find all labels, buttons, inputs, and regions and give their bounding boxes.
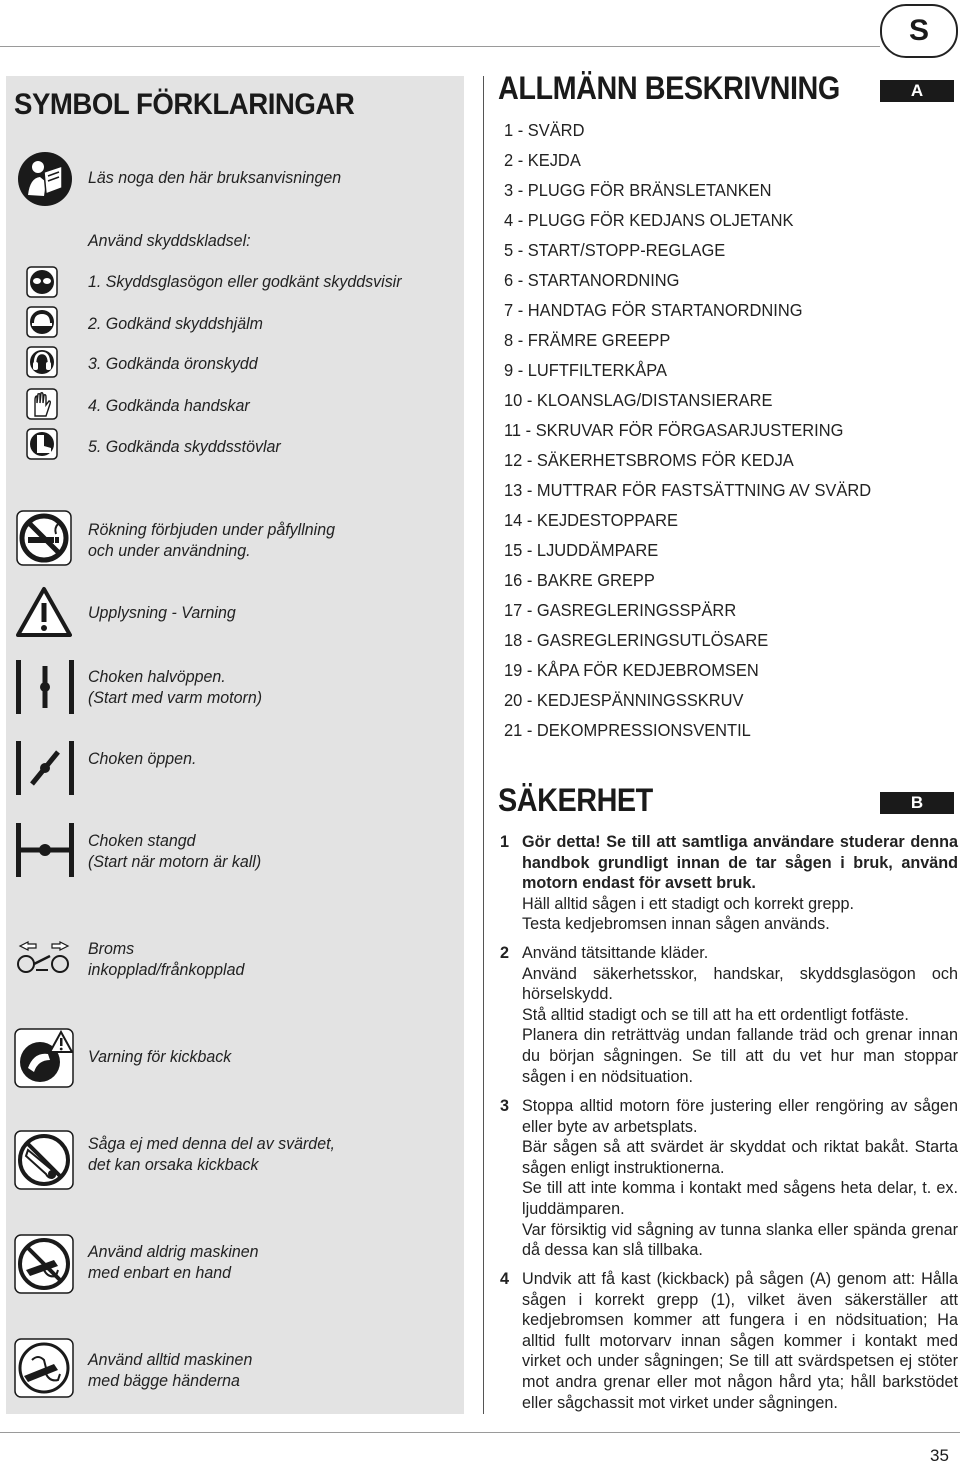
gloves-icon — [26, 388, 58, 420]
symbol-read-manual-text: Läs noga den här bruksanvisningen — [88, 168, 342, 187]
part-item: 12 - SÄKERHETSBROMS FÖR KEDJA — [504, 450, 794, 470]
part-item: 17 - GASREGLERINGSSPÄRR — [504, 600, 737, 620]
footer-rule — [0, 1432, 960, 1433]
safety-helmet-icon — [26, 306, 58, 338]
symbol-choke-open-text: Choken öppen. — [88, 749, 197, 768]
read-manual-icon — [16, 150, 74, 208]
brake-icon — [14, 940, 74, 976]
part-item: 9 - LUFTFILTERKÅPA — [504, 360, 668, 380]
no-bar-tip-icon — [14, 1130, 74, 1190]
rule-text: Undvik att få kast (kickback) på sågen (A) genom att: Hålla sågen i korrekt grepp (1), vilket även säkerställer att kedjebromsen kommer att fungera i en nödsituation; Ha alltid fullt motorvarv innan sågen kommer i kontakt med virket och under sågningen; Se till att svärdspetsen ej stöter mot andra grenar eller mot någon hård yta; håll barkstödet eller sågchassit mot virket under sågningen. — [522, 1270, 958, 1412]
symbol-protective-clothing-text: Använd skyddskladsel: — [88, 231, 251, 250]
symbol-bar-tip-text: Såga ej med denna del av svärdet, det kan orsaka kickback — [88, 1134, 335, 1174]
header-rule — [0, 46, 880, 47]
part-item: 5 - START/STOPP-REGLAGE — [504, 240, 726, 260]
part-item: 13 - MUTTRAR FÖR FASTSÄTTNING AV SVÄRD — [504, 480, 872, 500]
rule-text: Var försiktig vid sågning av tunna slanka eller spända grenar då dessa kan slå tillbaka. — [522, 1220, 958, 1260]
rule-bold-text: Gör detta! Se till att samtliga användare studerar denna handbok grundligt innan de tar sågen i bruk, använd motorn endast för avsett bruk. — [522, 833, 958, 893]
part-item: 3 - PLUGG FÖR BRÄNSLETANKEN — [504, 180, 772, 200]
no-one-hand-icon — [14, 1234, 74, 1294]
kickback-warning-icon — [14, 1028, 74, 1088]
symbol-kickback-text: Varning för kickback — [88, 1047, 232, 1066]
part-item: 15 - LJUDDÄMPARE — [504, 540, 659, 560]
symbol-one-hand-text: Använd aldrig maskinen med enbart en hand — [88, 1242, 259, 1282]
symbol-warning-text: Upplysning - Varning — [88, 603, 236, 622]
safety-glasses-icon — [26, 266, 58, 298]
safety-rule-1 — [500, 832, 958, 935]
rule-number: 1 — [500, 833, 510, 851]
part-item: 21 - DEKOMPRESSIONSVENTIL — [504, 720, 751, 740]
rule-text: Bär sågen så att svärdet är skyddat och riktat bakåt. Starta sågen enligt instruktionerna. — [522, 1138, 958, 1177]
ear-protection-icon — [26, 346, 58, 378]
rule-number: 3 — [500, 1097, 510, 1115]
section-a-badge: A — [880, 80, 954, 102]
part-item: 8 - FRÄMRE GREEPP — [504, 330, 671, 350]
part-item: 16 - BAKRE GREPP — [504, 570, 655, 590]
symbol-glasses-text: 1. Skyddsglasögon eller godkänt skyddsvisir — [88, 272, 402, 291]
rule-text: Testa kedjebromsen innan sågen används. — [522, 915, 830, 934]
symbol-no-smoking-text: Rökning förbjuden under påfyllning och under användning. — [88, 520, 335, 560]
rule-text: Använd säkerhetsskor, handskar, skyddsglasögon och hörselskydd. — [522, 964, 958, 1004]
symbol-boots-text: 5. Godkända skyddsstövlar — [88, 437, 281, 456]
choke-closed-icon — [16, 820, 74, 880]
rule-number: 2 — [500, 944, 510, 962]
rule-text: Häll alltid sågen i ett stadigt och korrekt grepp. — [522, 894, 855, 913]
part-item: 4 - PLUGG FÖR KEDJANS OLJETANK — [504, 210, 794, 230]
choke-half-open-icon — [16, 656, 74, 718]
rule-text: Använd tätsittande kläder. — [522, 944, 709, 962]
part-item: 11 - SKRUVAR FÖR FÖRGASARJUSTERING — [504, 420, 844, 440]
warning-triangle-icon — [16, 586, 72, 638]
safety-rule-3 — [500, 1096, 958, 1261]
part-item: 1 - SVÄRD — [504, 120, 585, 140]
language-badge: S — [880, 4, 958, 58]
part-item: 2 - KEJDA — [504, 150, 581, 170]
symbol-ear-protection-text: 3. Godkända öronskydd — [88, 354, 258, 373]
safety-rule-2 — [500, 943, 958, 1087]
symbol-section-title: SYMBOL FÖRKLARINGAR — [14, 88, 355, 121]
choke-open-icon — [16, 738, 74, 798]
safety-rule-4 — [500, 1269, 958, 1413]
part-item: 14 - KEJDESTOPPARE — [504, 510, 679, 530]
column-divider — [483, 76, 484, 1414]
rule-text: Stoppa alltid motorn före justering eller rengöring av sågen eller byte av arbetsplats. — [522, 1097, 958, 1136]
section-b-badge: B — [880, 792, 954, 814]
part-item: 19 - KÅPA FÖR KEDJEBROMSEN — [504, 660, 759, 680]
rule-text: Stå alltid stadigt och se till att ha ett ordentligt fotfäste. — [522, 1005, 909, 1024]
part-item: 7 - HANDTAG FÖR STARTANORDNING — [504, 300, 803, 320]
no-smoking-icon — [16, 510, 72, 566]
part-item: 20 - KEDJESPÄNNINGSSKRUV — [504, 690, 744, 710]
rule-text: Planera din reträttväg undan fallande träd och grenar innan du början sågningen. Se till att du vet hur man stoppar sågen i en nödsituation. — [522, 1026, 958, 1086]
symbol-helmet-text: 2. Godkänd skyddshjälm — [88, 314, 263, 333]
symbol-two-hands-text: Använd alltid maskinen med bägge händerna — [88, 1350, 253, 1390]
safety-title: SÄKERHET — [498, 782, 653, 818]
symbol-choke-half-text: Choken halvöppen. (Start med varm motorn) — [88, 667, 263, 707]
part-item: 18 - GASREGLERINGSUTLÖSARE — [504, 630, 769, 650]
page-number: 35 — [930, 1446, 949, 1465]
two-hands-icon — [14, 1338, 74, 1398]
symbol-choke-closed-text: Choken stangd (Start när motorn är kall) — [88, 831, 262, 871]
symbol-gloves-text: 4. Godkända handskar — [88, 396, 250, 415]
general-description-title: ALLMÄNN BESKRIVNING — [498, 70, 840, 106]
symbol-brake-text: Broms inkopplad/frånkopplad — [88, 939, 245, 979]
part-item: 6 - STARTANORDNING — [504, 270, 680, 290]
rule-number: 4 — [500, 1270, 510, 1288]
boots-icon — [26, 428, 58, 460]
rule-text: Se till att inte komma i kontakt med sågens heta delar, t. ex. ljuddämparen. — [522, 1179, 958, 1218]
part-item: 10 - KLOANSLAG/DISTANSIERARE — [504, 390, 773, 410]
